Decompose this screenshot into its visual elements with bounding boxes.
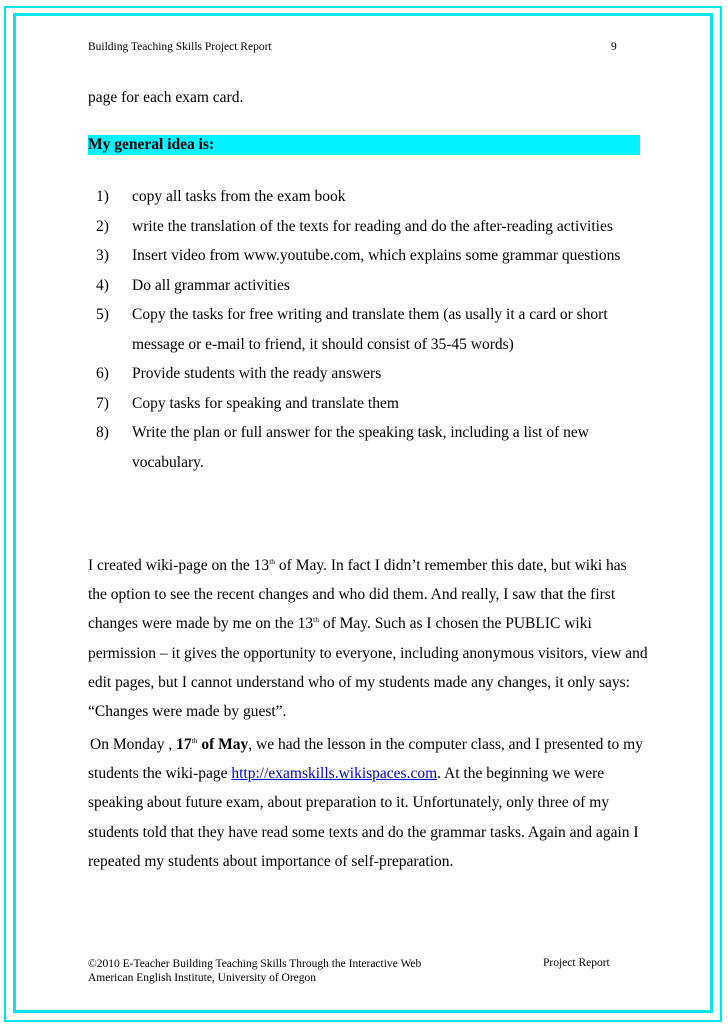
footer-line-1: ©2010 E-Teacher Building Teaching Skills Through the Interactive Web <box>88 958 422 970</box>
idea-list <box>96 182 656 477</box>
ordinal-suffix: th <box>313 615 319 625</box>
text-run: of May. Such as I chosen the PUBLIC wiki permission – it gives the opportunity to everyone, including anonymous visitors, view and edit pages, but I cannot understand who of my students made any changes, it only says: “Changes were made by guest”. <box>88 615 648 721</box>
wiki-link[interactable]: http://examskills.wikispaces.com <box>231 765 438 783</box>
list-item <box>96 389 656 419</box>
list-text: Write the plan or full answer for the speaking task, including a list of new vocabulary. <box>132 424 589 471</box>
list-item <box>96 359 656 389</box>
list-number: 8) <box>96 424 109 441</box>
text-run: On Monday , <box>90 736 177 753</box>
text-run: I created wiki-page on the 13 <box>88 557 270 574</box>
list-number: 1) <box>96 188 109 205</box>
list-number: 2) <box>96 217 109 235</box>
header-title: Building Teaching Skills Project Report <box>88 41 272 53</box>
ordinal-suffix: th <box>191 736 198 745</box>
list-item <box>96 241 656 271</box>
list-item <box>96 212 656 242</box>
continuation-text: page for each exam card. <box>88 89 244 106</box>
footer-line-2: American English Institute, University of Oregon <box>88 972 317 984</box>
text-run: , we had the lesson in the computer class, and I presented to my students the wiki-page <box>88 736 643 783</box>
section-heading: My general idea is: <box>88 136 215 153</box>
list-item <box>96 418 656 477</box>
list-text: Insert video from www.youtube.com, which explains some grammar questions <box>132 247 621 264</box>
header-page-number: 9 <box>611 41 617 53</box>
list-text: Copy the tasks for free writing and translate them (as usally it a card or short message or e-mail to friend, it should consist of 35-45 words) <box>132 306 608 353</box>
footer-report-label: Project Report <box>543 957 610 969</box>
list-number: 7) <box>96 394 109 412</box>
list-number: 3) <box>96 247 109 264</box>
list-number: 6) <box>96 365 109 382</box>
ordinal-suffix: th <box>269 557 276 566</box>
list-text: copy all tasks from the exam book <box>132 188 346 205</box>
list-number: 5) <box>96 306 109 323</box>
list-text: write the translation of the texts for reading and do the after-reading activities <box>132 217 613 235</box>
list-text: Do all grammar activities <box>132 276 290 294</box>
list-item <box>96 182 656 212</box>
date-bold: of May <box>197 736 249 753</box>
list-text: Provide students with the ready answers <box>132 365 382 382</box>
list-text: Copy tasks for speaking and translate them <box>132 394 399 412</box>
list-item <box>96 271 656 301</box>
list-number: 4) <box>96 276 109 294</box>
paragraph-wiki-created <box>88 551 648 726</box>
date-bold: 17 <box>176 736 192 753</box>
text-run: of May. In fact I didn’t remember this date, but wiki has the option to see the recent changes and who did them. And really, I saw that the first changes were made by me on the 13 <box>88 557 627 633</box>
section-heading-highlight <box>88 135 640 155</box>
list-item <box>96 300 656 359</box>
text-run: . At the beginning we were speaking about future exam, about preparation to it. Unfortunately, only three of my students told that they have read some texts and do the grammar tasks. Again and again I repeated my students about importance of self-preparation. <box>88 765 639 870</box>
paragraph-lesson <box>88 730 648 876</box>
